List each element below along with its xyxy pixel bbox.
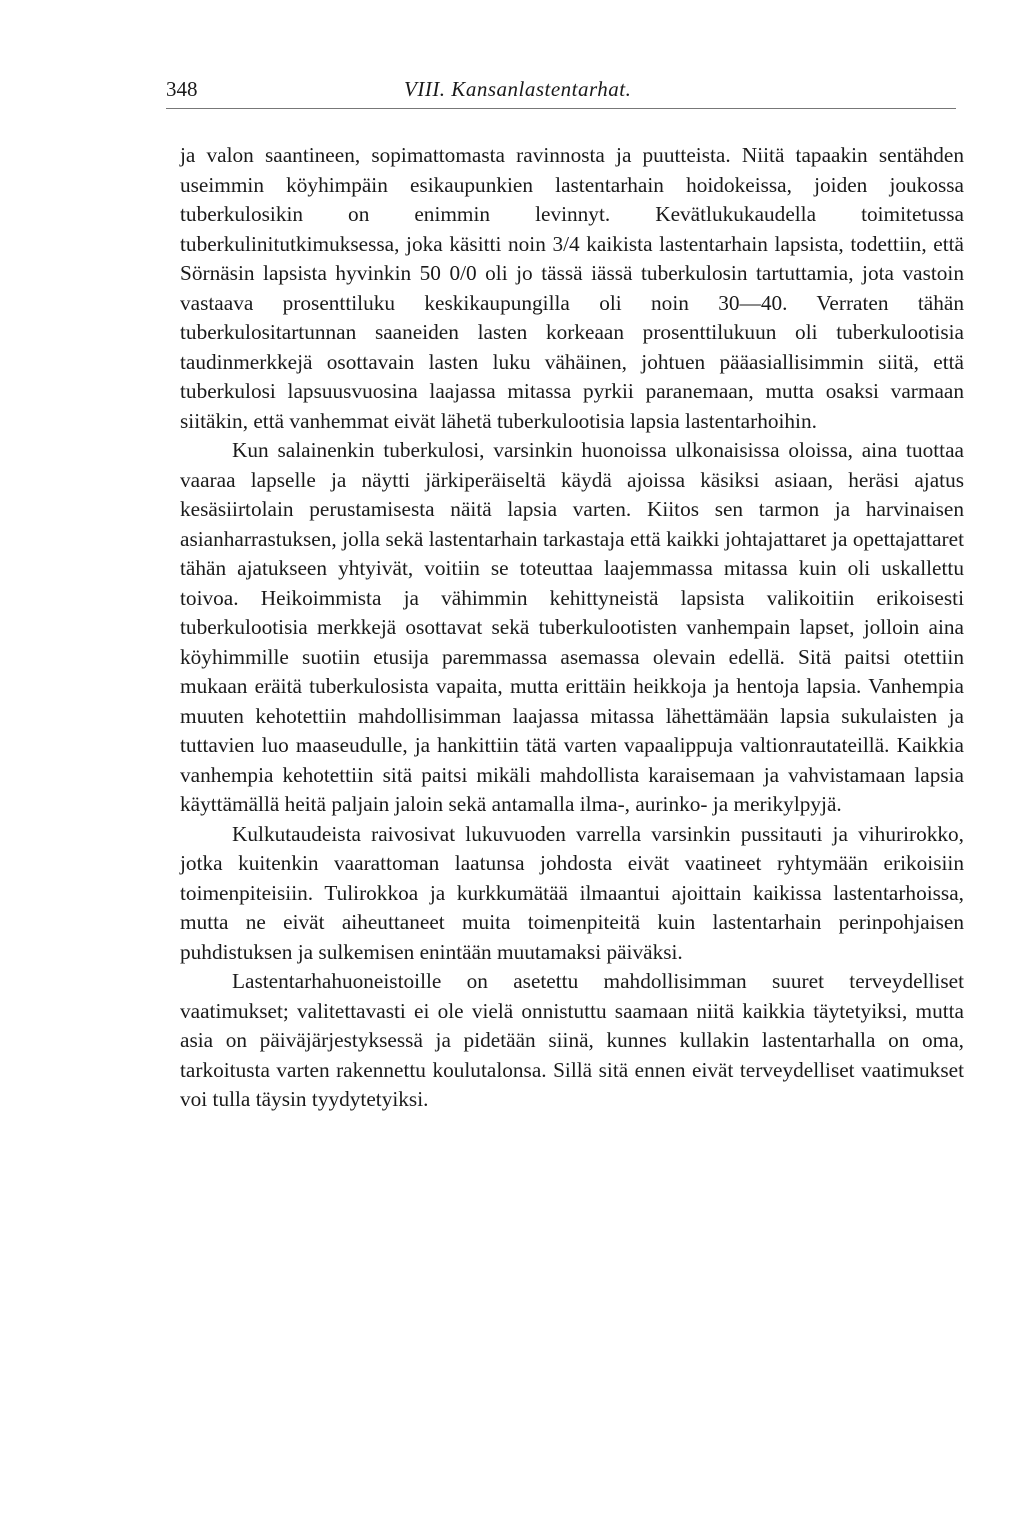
running-head xyxy=(166,72,964,106)
paragraph-continued: ja valon saantineen, sopimattomasta ravinnosta ja puutteista. Niitä tapaakin sentähden useimmin köyhimpäin esikaupunkien lastentarhain hoidokeissa, joiden joukossa tuberkulosikin on enimmin levinnyt. Kevätlukukaudella toimitetussa tuberkulinitutkimuksessa, joka käsitti noin 3/4 kaikista lastentarhain lapsista, todettiin, että Sörnäsin lapsista hyvinkin 50 0/0 oli jo tässä iässä tuberkulosin tartuttamia, jota vastoin vastaava prosenttiluku keskikaupungilla oli noin 30—40. Verraten tähän tuberkulositartunnan saaneiden lasten korkeaan prosenttilukuun oli tuberkulootisia taudinmerkkejä osottavain lasten luku vähäinen, johtuen pääasiallisimmin siitä, että tuberkulosi lapsuusvuosina laajassa mitassa pyrkii paranemaan, mutta osaksi varmaan siitäkin, että vanhemmat eivät lähetä tuberkulootisia lapsia lastentarhoihin. xyxy=(180,143,964,433)
paragraph: Kun salainenkin tuberkulosi, varsinkin huonoissa ulkonaisissa oloissa, aina tuottaa vaaraa lapselle ja näytti järkiperäiseltä käydä ajoissa käsiksi asiaan, heräsi ajatus kesäsiirtolain perustamisesta näitä lapsia varten. Kiitos sen tarmon ja harvinaisen asianharrastuksen, jolla sekä lastentarhain tarkastaja että kaikki johtajattaret ja opettajattaret tähän ajatukseen yhtyivät, voitiin se toteuttaa laajemmassa mitassa kuin oli uskallettu toivoa. Heikoimmista ja vähimmin kehittyneistä lapsista valikoitiin erikoisesti tuberkulootisia merkkejä osottavat sekä tuberkulootisten vanhempain lapset, jolloin aina köyhimmille suotiin etusija paremmassa asemassa olevain edellä. Sitä paitsi otettiin mukaan eräitä tuberkulosista vapaita, mutta erittäin heikkoja ja hentoja lapsia. Vanhempia muuten kehotettiin mahdollisimman laajassa mitassa lähettämään lapsia sukulaisten ja tuttavien luo maaseudulle, ja hankittiin tätä varten vapaalippuja valtionrautateillä. Kaikkia vanhempia kehotettiin sitä paitsi mikäli mahdollista karaisemaan ja vahvistamaan lapsia käyttämällä heitä paljain jaloin sekä antamalla ilma-, aurinko- ja merikylpyjä. xyxy=(180,438,964,816)
body-text xyxy=(180,141,964,1115)
paragraph: Lastentarhahuoneistoille on asetettu mahdollisimman suuret terveydelliset vaatimukset; valitettavasti ei ole vielä onnistuttu saamaan niitä kaikkia täytetyiksi, mutta asia on päiväjärjestyksessä ja pidetään siinä, kunnes kullakin lastentarhalla on oma, tarkoitusta varten rakennettu koulutalonsa. Sillä sitä ennen eivät terveydelliset vaatimukset voi tulla täysin tyydytetyiksi. xyxy=(180,969,964,1111)
header-rule xyxy=(166,108,956,109)
paragraph: Kulkutaudeista raivosivat lukuvuoden varrella varsinkin pussitauti ja vihurirokko, jotka kuitenkin vaarattoman laatunsa johdosta eivät vaatineet ryhtymään erikoisiin toimenpiteisiin. Tulirokkoa ja kurkkumätää ilmaantui ajoittain kaikissa lastentarhoissa, mutta ne eivät aiheuttaneet muita toimenpiteitä kuin lastentarhain perinpohjaisen puhdistuksen ja sulkemisen enintään muutamaksi päiväksi. xyxy=(180,821,964,964)
page-number: 348 xyxy=(166,77,198,101)
running-title: VIII. Kansanlastentarhat. xyxy=(404,77,632,101)
document-page xyxy=(166,72,964,1115)
